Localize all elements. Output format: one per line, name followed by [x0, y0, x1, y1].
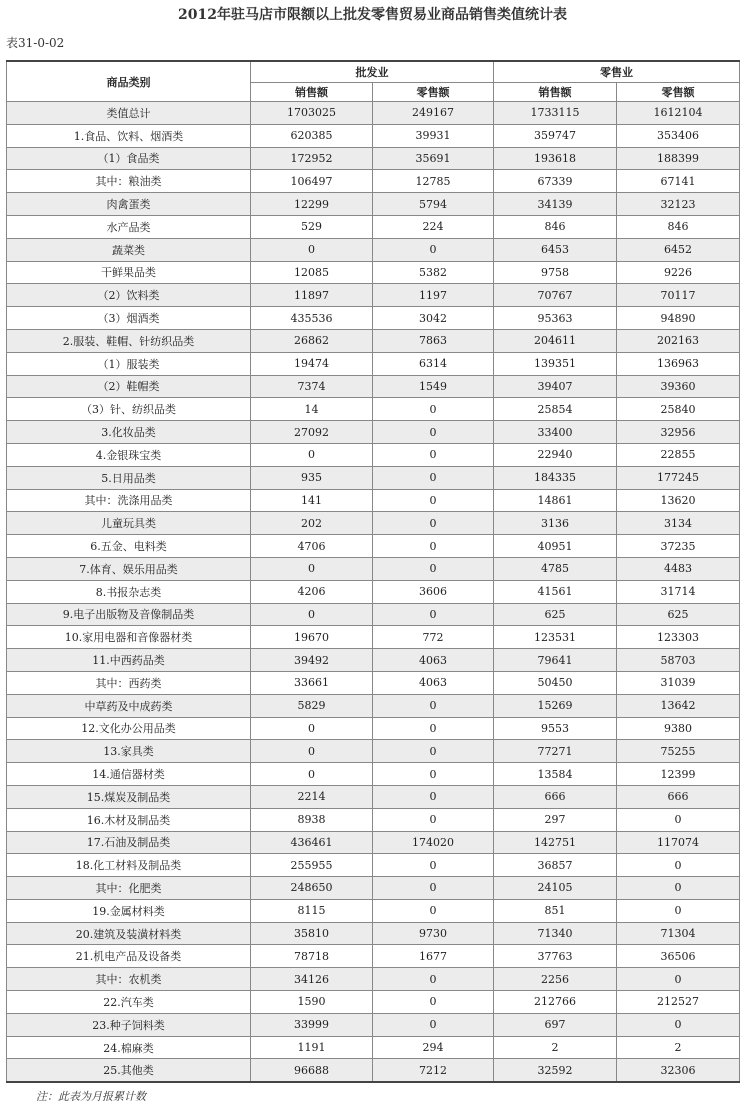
cell-category: 水产品类: [7, 215, 251, 238]
cell-retail-retail-sales: 0: [617, 877, 740, 900]
table-row: [7, 284, 740, 307]
cell-retail-sales: 193618: [494, 147, 617, 170]
cell-wholesale-retail-sales: 7863: [373, 329, 494, 352]
header-category: 商品类别: [7, 61, 251, 102]
cell-wholesale-sales: 7374: [251, 375, 373, 398]
table-row: [7, 352, 740, 375]
cell-wholesale-retail-sales: 0: [373, 968, 494, 991]
cell-category: 5.日用品类: [7, 466, 251, 489]
cell-wholesale-sales: 35810: [251, 922, 373, 945]
cell-retail-sales: 851: [494, 899, 617, 922]
cell-retail-sales: 204611: [494, 329, 617, 352]
cell-retail-sales: 2: [494, 1036, 617, 1059]
cell-retail-sales: 37763: [494, 945, 617, 968]
cell-retail-retail-sales: 3134: [617, 512, 740, 535]
cell-retail-sales: 4785: [494, 557, 617, 580]
cell-retail-retail-sales: 202163: [617, 329, 740, 352]
cell-wholesale-sales: 255955: [251, 854, 373, 877]
cell-retail-sales: 41561: [494, 580, 617, 603]
table-row: [7, 398, 740, 421]
cell-wholesale-retail-sales: 0: [373, 398, 494, 421]
cell-retail-retail-sales: 117074: [617, 831, 740, 854]
cell-retail-retail-sales: 9226: [617, 261, 740, 284]
table-row: [7, 899, 740, 922]
cell-retail-retail-sales: 58703: [617, 649, 740, 672]
cell-wholesale-retail-sales: 5382: [373, 261, 494, 284]
cell-wholesale-sales: 436461: [251, 831, 373, 854]
statistics-table: [6, 60, 740, 1083]
table-row: [7, 193, 740, 216]
table-row: [7, 307, 740, 330]
cell-category: 6.五金、电料类: [7, 535, 251, 558]
cell-category: （3）针、纺织品类: [7, 398, 251, 421]
cell-retail-retail-sales: 666: [617, 785, 740, 808]
cell-retail-retail-sales: 12399: [617, 763, 740, 786]
cell-wholesale-sales: 0: [251, 717, 373, 740]
cell-wholesale-sales: 26862: [251, 329, 373, 352]
cell-wholesale-sales: 0: [251, 238, 373, 261]
cell-retail-retail-sales: 39360: [617, 375, 740, 398]
cell-category: 干鲜果品类: [7, 261, 251, 284]
cell-retail-retail-sales: 31039: [617, 671, 740, 694]
table-body: [7, 102, 740, 1083]
cell-retail-retail-sales: 0: [617, 854, 740, 877]
table-row: [7, 649, 740, 672]
cell-retail-sales: 39407: [494, 375, 617, 398]
cell-category: 23.种子饲料类: [7, 1013, 251, 1036]
cell-wholesale-retail-sales: 35691: [373, 147, 494, 170]
cell-wholesale-sales: 34126: [251, 968, 373, 991]
cell-wholesale-retail-sales: 4063: [373, 649, 494, 672]
cell-retail-sales: 3136: [494, 512, 617, 535]
table-row: [7, 1013, 740, 1036]
cell-wholesale-retail-sales: 0: [373, 877, 494, 900]
table-row: [7, 124, 740, 147]
cell-wholesale-sales: 0: [251, 763, 373, 786]
cell-wholesale-sales: 27092: [251, 421, 373, 444]
cell-category: （2）饮料类: [7, 284, 251, 307]
cell-retail-sales: 625: [494, 603, 617, 626]
cell-retail-retail-sales: 2: [617, 1036, 740, 1059]
cell-retail-retail-sales: 625: [617, 603, 740, 626]
table-row: [7, 261, 740, 284]
cell-retail-sales: 666: [494, 785, 617, 808]
cell-category: 3.化妆品类: [7, 421, 251, 444]
table-row: [7, 877, 740, 900]
cell-retail-sales: 142751: [494, 831, 617, 854]
cell-category: （1）服装类: [7, 352, 251, 375]
table-row: [7, 1036, 740, 1059]
table-row: [7, 945, 740, 968]
cell-retail-retail-sales: 25840: [617, 398, 740, 421]
cell-retail-sales: 22940: [494, 443, 617, 466]
cell-category: 其中：化肥类: [7, 877, 251, 900]
cell-wholesale-retail-sales: 249167: [373, 102, 494, 125]
cell-category: 22.汽车类: [7, 991, 251, 1014]
cell-retail-sales: 697: [494, 1013, 617, 1036]
cell-retail-sales: 36857: [494, 854, 617, 877]
cell-retail-retail-sales: 13642: [617, 694, 740, 717]
table-row: [7, 671, 740, 694]
cell-retail-sales: 15269: [494, 694, 617, 717]
cell-category: 2.服装、鞋帽、针纺织品类: [7, 329, 251, 352]
cell-wholesale-sales: 0: [251, 740, 373, 763]
cell-retail-sales: 25854: [494, 398, 617, 421]
cell-retail-retail-sales: 212527: [617, 991, 740, 1014]
cell-wholesale-sales: 33999: [251, 1013, 373, 1036]
cell-wholesale-sales: 1703025: [251, 102, 373, 125]
table-row: [7, 535, 740, 558]
cell-retail-sales: 2256: [494, 968, 617, 991]
table-row: [7, 831, 740, 854]
table-row: [7, 102, 740, 125]
cell-wholesale-retail-sales: 0: [373, 489, 494, 512]
cell-retail-retail-sales: 22855: [617, 443, 740, 466]
cell-category: 10.家用电器和音像器材类: [7, 626, 251, 649]
cell-retail-retail-sales: 188399: [617, 147, 740, 170]
table-row: [7, 443, 740, 466]
cell-category: 18.化工材料及制品类: [7, 854, 251, 877]
cell-wholesale-sales: 0: [251, 557, 373, 580]
cell-retail-retail-sales: 0: [617, 899, 740, 922]
cell-wholesale-retail-sales: 6314: [373, 352, 494, 375]
cell-category: 儿童玩具类: [7, 512, 251, 535]
cell-retail-retail-sales: 31714: [617, 580, 740, 603]
cell-retail-retail-sales: 37235: [617, 535, 740, 558]
cell-retail-sales: 24105: [494, 877, 617, 900]
cell-wholesale-retail-sales: 3042: [373, 307, 494, 330]
cell-category: 13.家具类: [7, 740, 251, 763]
cell-wholesale-retail-sales: 0: [373, 238, 494, 261]
cell-wholesale-retail-sales: 0: [373, 443, 494, 466]
table-row: [7, 740, 740, 763]
cell-retail-sales: 13584: [494, 763, 617, 786]
cell-retail-retail-sales: 4483: [617, 557, 740, 580]
cell-wholesale-retail-sales: 0: [373, 854, 494, 877]
cell-retail-retail-sales: 9380: [617, 717, 740, 740]
cell-category: 蔬菜类: [7, 238, 251, 261]
cell-retail-retail-sales: 846: [617, 215, 740, 238]
table-row: [7, 854, 740, 877]
cell-retail-retail-sales: 67141: [617, 170, 740, 193]
cell-wholesale-sales: 141: [251, 489, 373, 512]
cell-wholesale-sales: 435536: [251, 307, 373, 330]
table-header: [7, 61, 740, 102]
cell-wholesale-retail-sales: 0: [373, 808, 494, 831]
table-code: 表31-0-02: [6, 36, 65, 50]
cell-wholesale-retail-sales: 0: [373, 603, 494, 626]
cell-retail-sales: 70767: [494, 284, 617, 307]
table-row: [7, 375, 740, 398]
cell-category: 其中：西药类: [7, 671, 251, 694]
cell-wholesale-retail-sales: 1197: [373, 284, 494, 307]
cell-retail-retail-sales: 0: [617, 1013, 740, 1036]
cell-wholesale-sales: 33661: [251, 671, 373, 694]
table-row: [7, 1059, 740, 1082]
cell-retail-retail-sales: 32306: [617, 1059, 740, 1082]
cell-wholesale-retail-sales: 0: [373, 899, 494, 922]
cell-retail-sales: 67339: [494, 170, 617, 193]
table-row: [7, 421, 740, 444]
cell-category: 16.木材及制品类: [7, 808, 251, 831]
table-row: [7, 512, 740, 535]
cell-wholesale-sales: 39492: [251, 649, 373, 672]
cell-wholesale-sales: 96688: [251, 1059, 373, 1082]
cell-wholesale-retail-sales: 4063: [373, 671, 494, 694]
cell-wholesale-sales: 202: [251, 512, 373, 535]
cell-category: 11.中西药品类: [7, 649, 251, 672]
table-row: [7, 694, 740, 717]
table-row: [7, 466, 740, 489]
cell-retail-retail-sales: 75255: [617, 740, 740, 763]
header-retail-sales: 销售额: [494, 83, 617, 102]
cell-wholesale-sales: 0: [251, 443, 373, 466]
cell-category: 类值总计: [7, 102, 251, 125]
cell-retail-sales: 139351: [494, 352, 617, 375]
cell-wholesale-sales: 19670: [251, 626, 373, 649]
cell-retail-sales: 34139: [494, 193, 617, 216]
table-row: [7, 717, 740, 740]
cell-retail-sales: 79641: [494, 649, 617, 672]
cell-wholesale-retail-sales: 0: [373, 717, 494, 740]
cell-retail-sales: 32592: [494, 1059, 617, 1082]
cell-wholesale-retail-sales: 5794: [373, 193, 494, 216]
cell-wholesale-sales: 14: [251, 398, 373, 421]
cell-retail-sales: 846: [494, 215, 617, 238]
cell-category: 其中：粮油类: [7, 170, 251, 193]
table-row: [7, 147, 740, 170]
cell-retail-retail-sales: 32956: [617, 421, 740, 444]
cell-wholesale-sales: 0: [251, 603, 373, 626]
header-wholesale: 批发业: [251, 61, 494, 83]
cell-wholesale-retail-sales: 1677: [373, 945, 494, 968]
cell-category: 19.金属材料类: [7, 899, 251, 922]
cell-wholesale-retail-sales: 772: [373, 626, 494, 649]
cell-retail-retail-sales: 36506: [617, 945, 740, 968]
cell-retail-sales: 14861: [494, 489, 617, 512]
cell-wholesale-sales: 12299: [251, 193, 373, 216]
cell-retail-sales: 77271: [494, 740, 617, 763]
table-row: [7, 785, 740, 808]
table-row: [7, 626, 740, 649]
cell-category: 12.文化办公用品类: [7, 717, 251, 740]
cell-retail-sales: 95363: [494, 307, 617, 330]
page-title: 2012年驻马店市限额以上批发零售贸易业商品销售类值统计表: [178, 7, 567, 23]
table-row: [7, 968, 740, 991]
table-row: [7, 603, 740, 626]
cell-wholesale-sales: 4206: [251, 580, 373, 603]
cell-category: 9.电子出版物及音像制品类: [7, 603, 251, 626]
cell-wholesale-sales: 620385: [251, 124, 373, 147]
cell-retail-sales: 1733115: [494, 102, 617, 125]
table-row: [7, 580, 740, 603]
cell-wholesale-sales: 1590: [251, 991, 373, 1014]
table-row: [7, 808, 740, 831]
cell-wholesale-sales: 248650: [251, 877, 373, 900]
cell-wholesale-sales: 172952: [251, 147, 373, 170]
cell-wholesale-retail-sales: 0: [373, 466, 494, 489]
cell-wholesale-retail-sales: 7212: [373, 1059, 494, 1082]
cell-wholesale-retail-sales: 0: [373, 421, 494, 444]
table-row: [7, 991, 740, 1014]
cell-retail-sales: 297: [494, 808, 617, 831]
cell-wholesale-sales: 2214: [251, 785, 373, 808]
cell-wholesale-sales: 5829: [251, 694, 373, 717]
cell-wholesale-retail-sales: 0: [373, 512, 494, 535]
cell-wholesale-retail-sales: 0: [373, 557, 494, 580]
table-row: [7, 238, 740, 261]
cell-category: 17.石油及制品类: [7, 831, 251, 854]
cell-retail-retail-sales: 1612104: [617, 102, 740, 125]
cell-wholesale-sales: 8115: [251, 899, 373, 922]
cell-wholesale-sales: 78718: [251, 945, 373, 968]
cell-retail-retail-sales: 0: [617, 808, 740, 831]
cell-wholesale-sales: 106497: [251, 170, 373, 193]
cell-wholesale-sales: 12085: [251, 261, 373, 284]
cell-wholesale-retail-sales: 294: [373, 1036, 494, 1059]
cell-category: 14.通信器材类: [7, 763, 251, 786]
cell-category: 4.金银珠宝类: [7, 443, 251, 466]
cell-wholesale-sales: 529: [251, 215, 373, 238]
cell-wholesale-retail-sales: 0: [373, 535, 494, 558]
cell-retail-retail-sales: 32123: [617, 193, 740, 216]
table-row: [7, 489, 740, 512]
cell-retail-sales: 9553: [494, 717, 617, 740]
cell-retail-sales: 40951: [494, 535, 617, 558]
cell-wholesale-retail-sales: 0: [373, 694, 494, 717]
cell-wholesale-retail-sales: 0: [373, 763, 494, 786]
cell-wholesale-sales: 8938: [251, 808, 373, 831]
cell-retail-retail-sales: 123303: [617, 626, 740, 649]
cell-wholesale-retail-sales: 3606: [373, 580, 494, 603]
table-row: [7, 922, 740, 945]
cell-wholesale-sales: 19474: [251, 352, 373, 375]
cell-wholesale-retail-sales: 0: [373, 740, 494, 763]
cell-retail-retail-sales: 94890: [617, 307, 740, 330]
cell-retail-sales: 212766: [494, 991, 617, 1014]
header-retail-retail-sales: 零售额: [617, 83, 740, 102]
header-wholesale-retail-sales: 零售额: [373, 83, 494, 102]
cell-category: 1.食品、饮料、烟酒类: [7, 124, 251, 147]
cell-wholesale-sales: 4706: [251, 535, 373, 558]
cell-retail-retail-sales: 0: [617, 968, 740, 991]
table-row: [7, 557, 740, 580]
footnote: 注：此表为月报累计数: [36, 1090, 146, 1103]
cell-retail-sales: 50450: [494, 671, 617, 694]
cell-retail-sales: 71340: [494, 922, 617, 945]
cell-retail-retail-sales: 71304: [617, 922, 740, 945]
cell-wholesale-retail-sales: 39931: [373, 124, 494, 147]
cell-wholesale-retail-sales: 174020: [373, 831, 494, 854]
cell-wholesale-retail-sales: 9730: [373, 922, 494, 945]
cell-category: 7.体育、娱乐用品类: [7, 557, 251, 580]
cell-retail-sales: 184335: [494, 466, 617, 489]
cell-retail-retail-sales: 13620: [617, 489, 740, 512]
header-retail: 零售业: [494, 61, 740, 83]
cell-retail-sales: 359747: [494, 124, 617, 147]
cell-wholesale-sales: 935: [251, 466, 373, 489]
cell-retail-sales: 9758: [494, 261, 617, 284]
cell-wholesale-retail-sales: 0: [373, 1013, 494, 1036]
cell-category: 15.煤炭及制品类: [7, 785, 251, 808]
cell-wholesale-sales: 11897: [251, 284, 373, 307]
cell-category: 25.其他类: [7, 1059, 251, 1082]
cell-wholesale-retail-sales: 224: [373, 215, 494, 238]
cell-category: 中草药及中成药类: [7, 694, 251, 717]
cell-retail-retail-sales: 353406: [617, 124, 740, 147]
cell-category: 其中：农机类: [7, 968, 251, 991]
table-row: [7, 170, 740, 193]
cell-wholesale-sales: 1191: [251, 1036, 373, 1059]
header-wholesale-sales: 销售额: [251, 83, 373, 102]
cell-retail-retail-sales: 177245: [617, 466, 740, 489]
cell-category: （2）鞋帽类: [7, 375, 251, 398]
cell-retail-sales: 33400: [494, 421, 617, 444]
table-row: [7, 215, 740, 238]
cell-wholesale-retail-sales: 0: [373, 785, 494, 808]
cell-category: 8.书报杂志类: [7, 580, 251, 603]
cell-wholesale-retail-sales: 1549: [373, 375, 494, 398]
cell-retail-sales: 6453: [494, 238, 617, 261]
cell-category: 其中：洗涤用品类: [7, 489, 251, 512]
cell-category: 24.棉麻类: [7, 1036, 251, 1059]
cell-category: （1）食品类: [7, 147, 251, 170]
cell-retail-sales: 123531: [494, 626, 617, 649]
cell-category: 肉禽蛋类: [7, 193, 251, 216]
cell-category: （3）烟酒类: [7, 307, 251, 330]
cell-category: 20.建筑及装潢材料类: [7, 922, 251, 945]
cell-retail-retail-sales: 6452: [617, 238, 740, 261]
cell-wholesale-retail-sales: 12785: [373, 170, 494, 193]
cell-wholesale-retail-sales: 0: [373, 991, 494, 1014]
table-row: [7, 329, 740, 352]
cell-retail-retail-sales: 136963: [617, 352, 740, 375]
cell-category: 21.机电产品及设备类: [7, 945, 251, 968]
table-row: [7, 763, 740, 786]
cell-retail-retail-sales: 70117: [617, 284, 740, 307]
